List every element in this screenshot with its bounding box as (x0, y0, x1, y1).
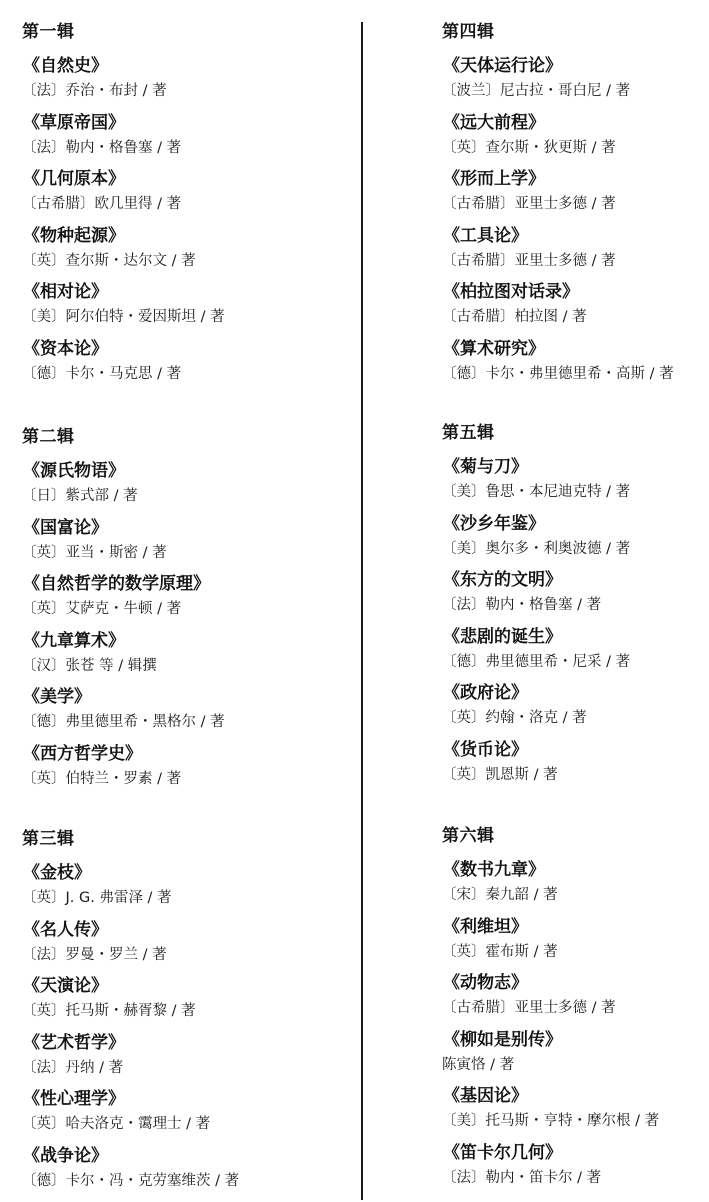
book-author: 〔英〕查尔斯・达尔文 / 著 (22, 251, 225, 271)
book-title: 《数书九章》 (443, 860, 659, 881)
book-entry (22, 631, 225, 688)
book-entry (442, 627, 630, 684)
book-title: 《政府论》 (443, 683, 630, 704)
book-author: 〔英〕伯特兰・罗素 / 著 (22, 769, 225, 789)
book-entry (22, 920, 239, 977)
book-author: 〔英〕托马斯・赫胥黎 / 著 (22, 1001, 239, 1021)
book-author: 〔德〕弗里德里希・尼采 / 著 (442, 652, 630, 672)
book-entry (442, 1030, 659, 1087)
book-entry (442, 56, 674, 113)
book-author: 〔法〕乔治・布封 / 著 (22, 81, 225, 101)
book-title: 《源氏物语》 (23, 461, 225, 482)
book-entry (442, 570, 630, 627)
book-author: 〔法〕勒内・格鲁塞 / 著 (442, 595, 630, 615)
book-entry (22, 461, 225, 518)
book-entry (22, 863, 239, 920)
book-title: 《资本论》 (23, 339, 225, 360)
book-title: 《东方的文明》 (443, 570, 630, 591)
book-title: 《美学》 (23, 687, 225, 708)
book-title: 《艺术哲学》 (23, 1033, 239, 1054)
book-title: 《算术研究》 (443, 339, 674, 360)
book-author: 〔英〕查尔斯・狄更斯 / 著 (442, 138, 674, 158)
book-title: 《菊与刀》 (443, 457, 630, 478)
book-entry (442, 860, 659, 917)
book-entry (442, 226, 674, 283)
book-title: 《形而上学》 (443, 169, 674, 190)
book-title: 《金枝》 (23, 863, 239, 884)
book-author: 〔古希腊〕亚里士多德 / 著 (442, 194, 674, 214)
book-title: 《悲剧的诞生》 (443, 627, 630, 648)
book-title: 《动物志》 (443, 973, 659, 994)
series-title: 第四辑 (442, 22, 674, 42)
book-entry (442, 282, 674, 339)
book-title: 《基因论》 (443, 1086, 659, 1107)
book-entry (22, 169, 225, 226)
book-title: 《天演论》 (23, 976, 239, 997)
book-author: 〔古希腊〕欧几里得 / 著 (22, 194, 225, 214)
book-author: 〔古希腊〕亚里士多德 / 著 (442, 251, 674, 271)
book-entry (22, 574, 225, 631)
book-author: 陈寅恪 / 著 (442, 1055, 659, 1075)
book-entry (442, 169, 674, 226)
book-title: 《名人传》 (23, 920, 239, 941)
book-author: 〔英〕霍布斯 / 著 (442, 942, 659, 962)
book-author: 〔美〕鲁思・本尼迪克特 / 著 (442, 482, 630, 502)
book-author: 〔英〕约翰・洛克 / 著 (442, 708, 630, 728)
series-title: 第一辑 (22, 22, 225, 42)
book-author: 〔法〕丹纳 / 著 (22, 1058, 239, 1078)
book-entry (442, 1086, 659, 1143)
book-entry (22, 687, 225, 744)
book-author: 〔法〕勒内・格鲁塞 / 著 (22, 138, 225, 158)
book-title: 《性心理学》 (23, 1089, 239, 1110)
book-title: 《战争论》 (23, 1146, 239, 1167)
book-title: 《柳如是别传》 (443, 1030, 659, 1051)
series-title: 第三辑 (22, 829, 239, 849)
series-3 (22, 829, 239, 1202)
book-author: 〔古希腊〕柏拉图 / 著 (442, 307, 674, 327)
book-entry (442, 457, 630, 514)
book-title: 《柏拉图对话录》 (443, 282, 674, 303)
book-entry (22, 226, 225, 283)
book-title: 《西方哲学史》 (23, 744, 225, 765)
book-author: 〔波兰〕尼古拉・哥白尼 / 著 (442, 81, 674, 101)
book-author: 〔宋〕秦九韶 / 著 (442, 885, 659, 905)
series-title: 第六辑 (442, 826, 659, 846)
book-author: 〔美〕奥尔多・利奥波德 / 著 (442, 539, 630, 559)
book-title: 《九章算术》 (23, 631, 225, 652)
book-author: 〔德〕弗里德里希・黑格尔 / 著 (22, 712, 225, 732)
series-5 (442, 423, 630, 796)
book-entry (442, 1143, 659, 1200)
book-entry (22, 976, 239, 1033)
book-author: 〔德〕卡尔・马克思 / 著 (22, 364, 225, 384)
book-entry (22, 1089, 239, 1146)
book-title: 《物种起源》 (23, 226, 225, 247)
book-title: 《沙乡年鉴》 (443, 514, 630, 535)
book-entry (22, 282, 225, 339)
series-4 (442, 22, 674, 395)
book-author: 〔法〕勒内・笛卡尔 / 著 (442, 1168, 659, 1188)
book-title: 《利维坦》 (443, 917, 659, 938)
book-title: 《笛卡尔几何》 (443, 1143, 659, 1164)
book-author: 〔英〕凯恩斯 / 著 (442, 765, 630, 785)
book-title: 《几何原本》 (23, 169, 225, 190)
book-entry (442, 683, 630, 740)
series-6 (442, 826, 659, 1199)
book-entry (442, 339, 674, 396)
book-author: 〔德〕卡尔・弗里德里希・高斯 / 著 (442, 364, 674, 384)
book-title: 《工具论》 (443, 226, 674, 247)
book-author: 〔美〕托马斯・亨特・摩尔根 / 著 (442, 1111, 659, 1131)
column-divider (361, 22, 363, 1200)
book-title: 《货币论》 (443, 740, 630, 761)
book-title: 《国富论》 (23, 518, 225, 539)
book-entry (442, 514, 630, 571)
book-title: 《自然史》 (23, 56, 225, 77)
book-title: 《草原帝国》 (23, 113, 225, 134)
book-entry (22, 1146, 239, 1202)
book-author: 〔日〕紫式部 / 著 (22, 486, 225, 506)
book-entry (22, 56, 225, 113)
book-author: 〔古希腊〕亚里士多德 / 著 (442, 998, 659, 1018)
book-entry (442, 917, 659, 974)
book-title: 《天体运行论》 (443, 56, 674, 77)
book-entry (442, 973, 659, 1030)
series-title: 第二辑 (22, 427, 225, 447)
book-author: 〔德〕卡尔・冯・克劳塞维茨 / 著 (22, 1171, 239, 1191)
book-title: 《远大前程》 (443, 113, 674, 134)
book-entry (442, 740, 630, 797)
book-author: 〔英〕亚当・斯密 / 著 (22, 543, 225, 563)
book-author: 〔法〕罗曼・罗兰 / 著 (22, 945, 239, 965)
book-entry (22, 339, 225, 396)
book-entry (22, 744, 225, 801)
book-entry (22, 1033, 239, 1090)
book-author: 〔英〕艾萨克・牛顿 / 著 (22, 599, 225, 619)
series-title: 第五辑 (442, 423, 630, 443)
book-title: 《自然哲学的数学原理》 (23, 574, 225, 595)
series-1 (22, 22, 225, 395)
book-author: 〔美〕阿尔伯特・爱因斯坦 / 著 (22, 307, 225, 327)
book-title: 《相对论》 (23, 282, 225, 303)
book-author: 〔英〕J. G. 弗雷泽 / 著 (22, 888, 239, 908)
book-entry (442, 113, 674, 170)
book-author: 〔英〕哈夫洛克・霭理士 / 著 (22, 1114, 239, 1134)
book-author: 〔汉〕张苍 等 / 辑撰 (22, 656, 225, 676)
book-entry (22, 113, 225, 170)
book-entry (22, 518, 225, 575)
series-2 (22, 427, 225, 800)
